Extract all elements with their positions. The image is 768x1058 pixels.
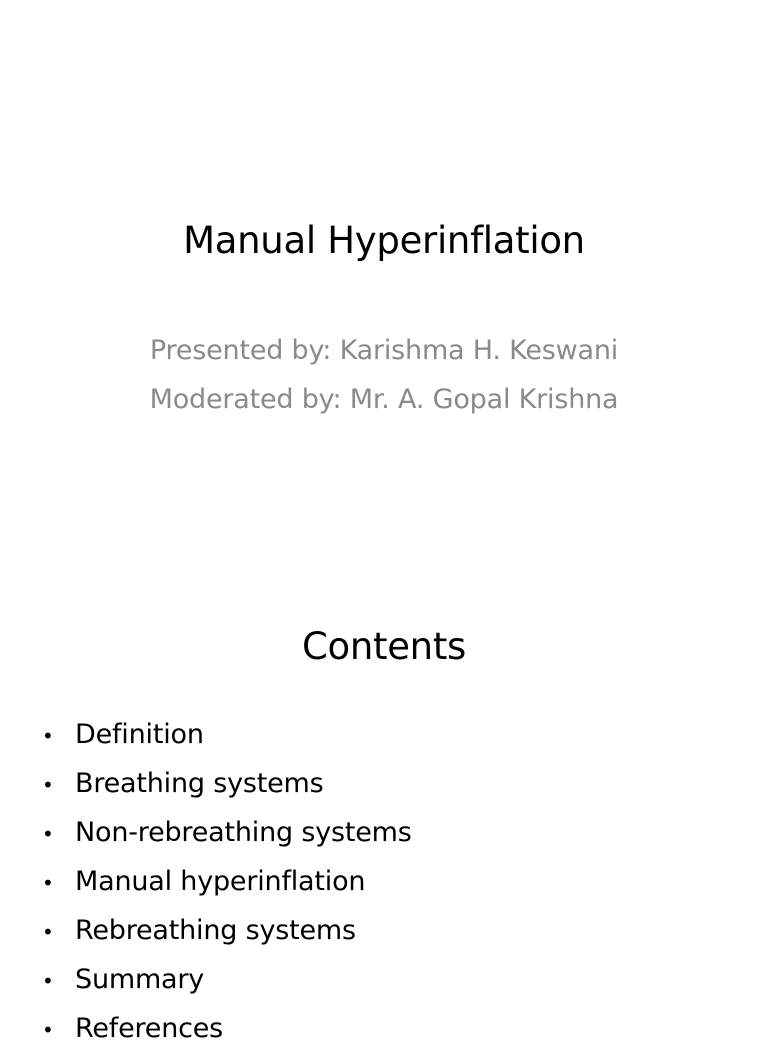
bullet-icon: • xyxy=(42,1018,54,1042)
moderator-line: Moderated by: Mr. A. Gopal Krishna xyxy=(149,384,619,415)
list-item-label: References xyxy=(75,1013,224,1044)
list-item xyxy=(42,1009,412,1058)
list-item-label: Rebreathing systems xyxy=(75,915,356,946)
presenter-line: Presented by: Karishma H. Keswani xyxy=(149,335,619,366)
contents-title: Contents xyxy=(301,625,467,668)
list-item xyxy=(42,911,412,960)
list-item-label: Summary xyxy=(75,964,205,995)
bullet-icon: • xyxy=(42,724,54,748)
list-item-label: Non-rebreathing systems xyxy=(75,817,412,848)
list-item xyxy=(42,764,412,813)
presentation-title: Manual Hyperinflation xyxy=(183,219,585,262)
list-item xyxy=(42,960,412,1009)
list-item-label: Definition xyxy=(75,719,204,750)
bullet-icon: • xyxy=(42,871,54,895)
bullet-icon: • xyxy=(42,773,54,797)
bullet-icon: • xyxy=(42,920,54,944)
contents-slide xyxy=(0,576,768,1044)
bullet-icon: • xyxy=(42,822,54,846)
list-item xyxy=(42,813,412,862)
list-item-label: Breathing systems xyxy=(75,768,324,799)
list-item xyxy=(42,715,412,764)
list-item xyxy=(42,862,412,911)
list-item-label: Manual hyperinflation xyxy=(75,866,366,897)
contents-list xyxy=(42,715,412,1058)
bullet-icon: • xyxy=(42,969,54,993)
